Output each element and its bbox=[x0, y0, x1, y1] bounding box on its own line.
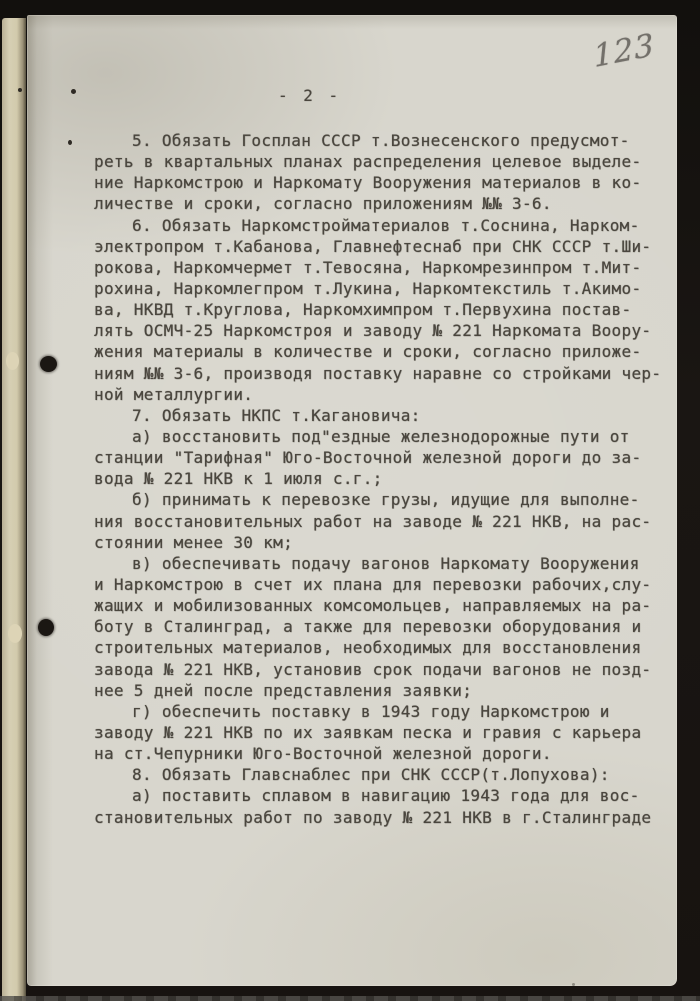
punch-hole bbox=[38, 619, 54, 636]
text-line: рохина, Наркомлегпром т.Лукина, Наркомтекстиль т.Акимо- bbox=[94, 278, 642, 298]
binder-notch bbox=[8, 624, 22, 643]
text-line: жащих и мобилизованных комсомольцев, направляемых на ра- bbox=[94, 596, 652, 616]
text-line: в) обеспечивать подачу вагонов Наркомату Вооружения bbox=[132, 553, 640, 573]
text-line: становительных работ по заводу № 221 НКВ в г.Сталинграде bbox=[94, 807, 652, 827]
text-line: и Наркомстрою в счет их плана для перевозки рабочих,слу- bbox=[94, 574, 652, 594]
text-line: г) обеспечить поставку в 1943 году Наркомстрою и bbox=[132, 701, 610, 721]
text-line: боту в Сталинград, а также для перевозки оборудования и bbox=[94, 617, 642, 637]
text-line: нее 5 дней после представления заявки; bbox=[94, 680, 473, 700]
text-line: 5. Обязать Госплан СССР т.Вознесенского предусмот- bbox=[132, 131, 630, 150]
text-line: вода № 221 НКВ к 1 июля с.г.; bbox=[94, 469, 383, 489]
text-line: ниям №№ 3-6, производя поставку наравне со стройками чер- bbox=[94, 363, 662, 383]
paper-speck bbox=[68, 140, 72, 145]
paper-speck bbox=[572, 983, 575, 986]
text-line: 7. Обязать НКПС т.Кагановича: bbox=[132, 405, 421, 425]
text-line: станции "Тарифная" Юго-Восточной железной дороги до за- bbox=[94, 448, 642, 468]
text-line: 8. Обязать Главснаблес при СНК СССР(т.Лопухова): bbox=[132, 765, 610, 785]
text-line: 6. Обязать Наркомстройматериалов т.Соснина, Нарком- bbox=[132, 215, 640, 235]
text-line: личестве и сроки, согласно приложениям №№ 3-6. bbox=[94, 194, 552, 214]
typed-page-number: - 2 - bbox=[278, 86, 342, 105]
text-line: строительных материалов, необходимых для восстановления bbox=[94, 638, 642, 658]
text-line: ние Наркомстрою и Наркомату Вооружения материалов в ко- bbox=[94, 173, 642, 193]
paper-speck bbox=[71, 89, 76, 94]
underlying-page-edge bbox=[2, 18, 26, 1001]
text-line: ния восстановительных работ на заводе № 221 НКВ, на рас- bbox=[94, 511, 652, 531]
punch-hole bbox=[40, 356, 57, 372]
text-line: реть в квартальных планах распределения целевое выделе- bbox=[94, 152, 642, 172]
text-line: а) восстановить под"ездные железнодорожные пути от bbox=[132, 426, 630, 446]
text-line: завода № 221 НКВ, установив срок подачи вагонов не позд- bbox=[94, 659, 652, 679]
text-line: на ст.Чепурники Юго-Восточной железной дороги. bbox=[94, 744, 552, 764]
text-line: б) принимать к перевозке грузы, идущие для выполне- bbox=[132, 490, 640, 510]
text-line: ва, НКВД т.Круглова, Наркомхимпром т.Первухина постав- bbox=[94, 300, 632, 320]
text-line: а) поставить сплавом в навигацию 1943 года для вос- bbox=[132, 786, 640, 806]
text-line: заводу № 221 НКВ по их заявкам песка и гравия с карьера bbox=[94, 722, 642, 742]
text-line: ной металлургии. bbox=[94, 384, 254, 404]
paper-speck bbox=[18, 88, 22, 92]
text-block bbox=[94, 130, 674, 828]
scan-bottom-edge bbox=[0, 996, 700, 1001]
document-page bbox=[27, 15, 677, 986]
handwritten-page-number: 123 bbox=[591, 27, 657, 75]
text-line: стоянии менее 30 км; bbox=[94, 532, 294, 552]
text-line: жения материалы в количестве и сроки, согласно приложе- bbox=[94, 342, 642, 362]
text-line: электропром т.Кабанова, Главнефтеснаб при СНК СССР т.Ши- bbox=[94, 236, 652, 256]
text-line: лять ОСМЧ-25 Наркомстроя и заводу № 221 Наркомата Воору- bbox=[94, 321, 652, 341]
binder-notch bbox=[6, 352, 19, 370]
text-line: рокова, Наркомчермет т.Тевосяна, Наркомрезинпром т.Мит- bbox=[94, 257, 642, 277]
